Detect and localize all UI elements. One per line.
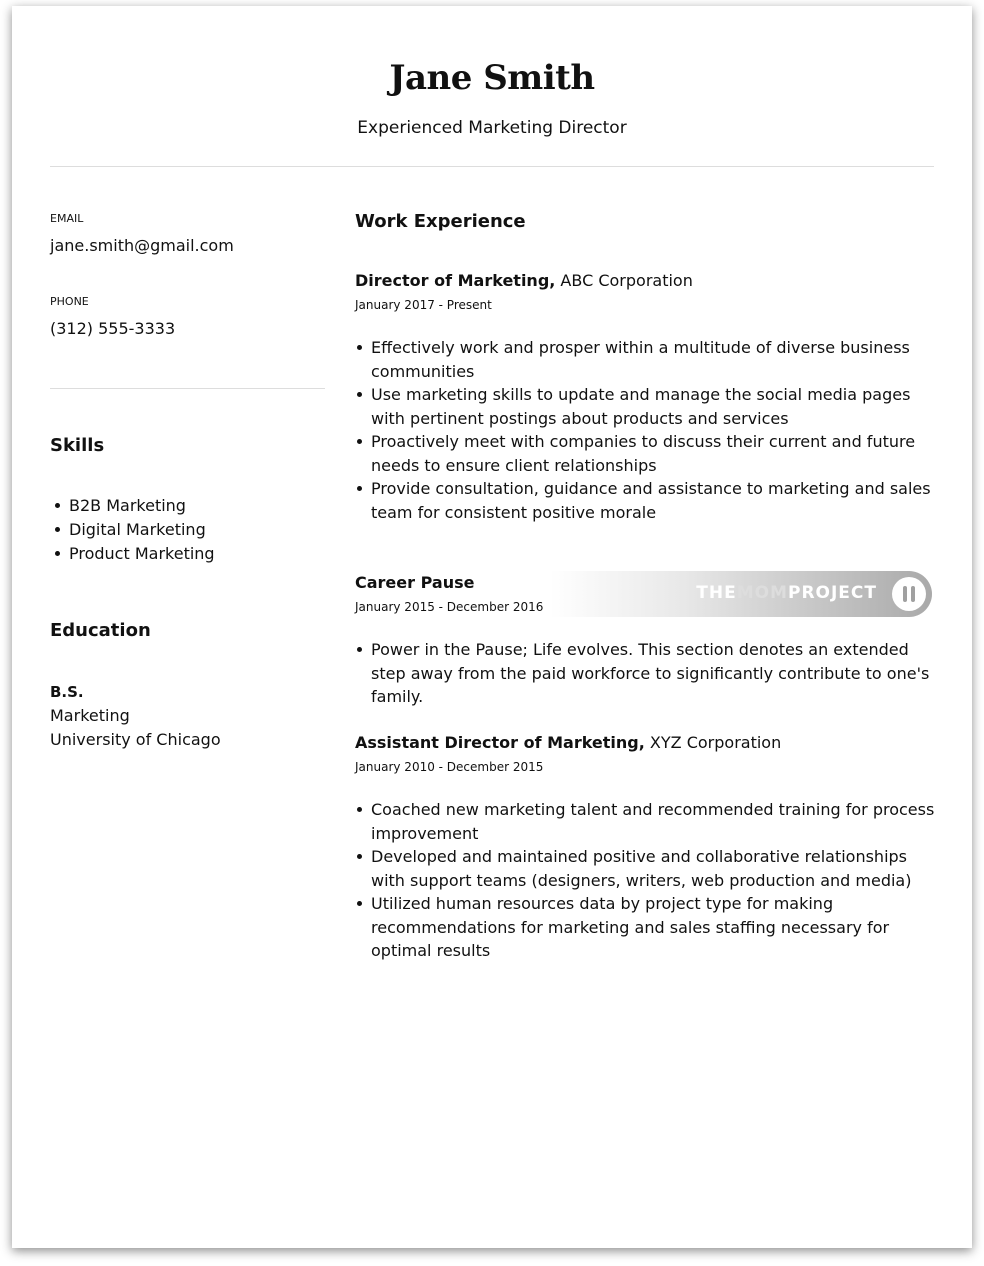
job-bullet: Utilized human resources data by project type for making recommendations for marketing and sales staffing necessary for optimal results (355, 892, 935, 963)
job-role: Director of Marketing, (355, 271, 556, 290)
job-role: Assistant Director of Marketing, (355, 733, 645, 752)
the-mom-project-logo: THEMOMPROJECT (550, 571, 932, 617)
job-dates: January 2010 - December 2015 (355, 760, 544, 774)
divider (50, 166, 934, 167)
school: University of Chicago (50, 730, 221, 749)
job-dates: January 2017 - Present (355, 298, 492, 312)
divider (50, 388, 325, 389)
education-heading: Education (50, 620, 151, 641)
email-value: jane.smith@gmail.com (50, 236, 234, 255)
candidate-title: Experienced Marketing Director (357, 118, 627, 138)
education-entry (50, 680, 221, 752)
skills-heading: Skills (50, 435, 105, 456)
skills-list (53, 494, 215, 566)
phone-value: (312) 555-3333 (50, 319, 176, 338)
phone-label: PHONE (50, 295, 89, 308)
job-company: ABC Corporation (555, 271, 693, 290)
job-entry (355, 733, 935, 963)
skill-item: Digital Marketing (53, 518, 215, 542)
work-heading: Work Experience (355, 211, 526, 232)
job-bullet: Coached new marketing talent and recommended training for process improvement (355, 798, 935, 845)
degree: B.S. (50, 683, 84, 701)
job-company: XYZ Corporation (644, 733, 782, 752)
job-bullet: Use marketing skills to update and manage the social media pages with pertinent postings about products and services (355, 383, 935, 430)
job-bullet: Developed and maintained positive and collaborative relationships with support teams (designers, writers, web production and media) (355, 845, 935, 892)
job-dates: January 2015 - December 2016 (355, 600, 544, 614)
skill-item: Product Marketing (53, 542, 215, 566)
email-label: EMAIL (50, 212, 84, 225)
job-bullet: Provide consultation, guidance and assistance to marketing and sales team for consistent positive morale (355, 477, 935, 524)
job-bullet: Power in the Pause; Life evolves. This section denotes an extended step away from the paid workforce to significantly contribute to one's family. (355, 638, 935, 709)
candidate-name: Jane Smith (389, 58, 595, 98)
job-entry (355, 573, 935, 709)
job-bullet: Proactively meet with companies to discuss their current and future needs to ensure client relationships (355, 430, 935, 477)
job-entry (355, 271, 935, 524)
job-role: Career Pause (355, 573, 475, 592)
job-bullet: Effectively work and prosper within a multitude of diverse business communities (355, 336, 935, 383)
skill-item: B2B Marketing (53, 494, 215, 518)
field: Marketing (50, 706, 130, 725)
